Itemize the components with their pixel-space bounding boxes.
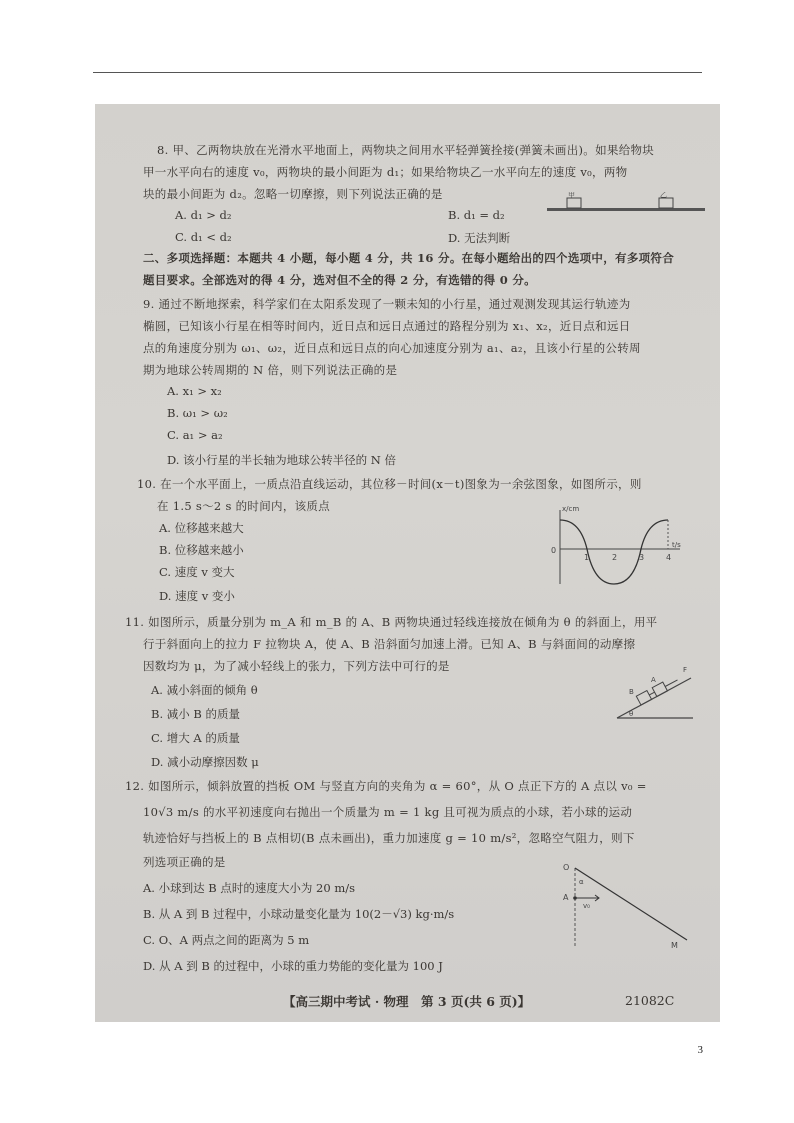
q11-option-d: D. 减小动摩擦因数 μ — [151, 755, 259, 769]
q10-option-c: C. 速度 v 变大 — [159, 565, 235, 579]
q12-board-figure — [557, 856, 697, 952]
q8-option-a: A. d₁ > d₂ — [175, 208, 232, 222]
q8-line-2: 甲一水平向右的速度 v₀，两物块的最小间距为 d₁；如果给物块乙一水平向左的速度 v₀，两物 — [143, 165, 628, 179]
q11-line-3: 因数均为 μ，为了减小轻线上的张力，下列方法中可行的是 — [143, 659, 450, 673]
q9-option-d: D. 该小行星的半长轴为地球公转半径的 N 倍 — [167, 453, 396, 467]
q9-option-a: A. x₁ > x₂ — [167, 384, 222, 398]
q11-line-1: 11. 如图所示，质量分别为 m_A 和 m_B 的 A、B 两物块通过轻线连接放在倾角为 θ 的斜面上，用平 — [125, 615, 658, 629]
q10-tick-2: 2 — [612, 553, 618, 562]
section2-line-2: 题目要求。全部选对的得 4 分，选对但不全的得 2 分，有选错的得 0 分。 — [143, 273, 536, 287]
section2-line-1: 二、多项选择题：本题共 4 小题，每小题 4 分，共 16 分。在每小题给出的四个选项中，有多项符合 — [143, 251, 675, 265]
q11-option-a: A. 减小斜面的倾角 θ — [151, 683, 258, 697]
q12-option-d: D. 从 A 到 B 的过程中，小球的重力势能的变化量为 100 J — [143, 959, 443, 973]
q10-tick-3: 3 — [639, 553, 645, 562]
q8-line-1: 8. 甲、乙两物块放在光滑水平地面上，两物块之间用水平轻弹簧拴接(弹簧未画出)。如果给物块 — [157, 143, 655, 157]
q12-label-a: A — [563, 893, 569, 902]
q12-option-c: C. O、A 两点之间的距离为 5 m — [143, 933, 310, 947]
q10-origin-label: 0 — [551, 546, 557, 555]
q12-label-m: M — [671, 941, 678, 950]
q11-line-2: 行于斜面向上的拉力 F 拉物块 A，使 A、B 沿斜面匀加速上滑。已知 A、B 与斜面间的动摩擦 — [143, 637, 636, 651]
header-rule — [93, 72, 702, 73]
q11-incline-figure — [613, 662, 713, 722]
q10-y-axis-label: x/cm — [562, 505, 580, 513]
q8-fig-label-jia: 甲 — [568, 192, 575, 199]
q11-option-c: C. 增大 A 的质量 — [151, 731, 240, 745]
q10-option-b: B. 位移越来越小 — [159, 543, 244, 557]
q9-option-c: C. a₁ > a₂ — [167, 428, 223, 442]
q11-label-f: F — [683, 666, 688, 674]
q12-line-1: 12. 如图所示，倾斜放置的挡板 OM 与竖直方向的夹角为 α = 60°，从 O 点正下方的 A 点以 v₀ = — [125, 779, 647, 793]
q11-option-b: B. 减小 B 的质量 — [151, 707, 241, 721]
q12-line-4: 列选项正确的是 — [143, 855, 226, 869]
q9-line-1: 9. 通过不断地探索，科学家们在太阳系发现了一颗未知的小行星，通过观测发现其运行轨迹为 — [143, 297, 631, 311]
q12-label-o: O — [563, 863, 570, 872]
q11-label-b: B — [629, 688, 634, 696]
q12-option-a: A. 小球到达 B 点时的速度大小为 20 m/s — [143, 881, 356, 895]
q12-option-b: B. 从 A 到 B 过程中，小球动量变化量为 10(2－√3) kg·m/s — [143, 907, 455, 921]
q12-line-3: 轨迹恰好与挡板上的 B 点相切(B 点未画出)，重力加速度 g = 10 m/s²，忽略空气阻力，则下 — [143, 831, 635, 845]
q12-line-2: 10√3 m/s 的水平初速度向右抛出一个质量为 m = 1 kg 且可视为质点的小球，若小球的运动 — [143, 805, 633, 819]
q11-label-theta: θ — [629, 710, 634, 718]
q10-tick-1: 1 — [584, 553, 590, 562]
q10-line-2: 在 1.5 s～2 s 的时间内，该质点 — [157, 499, 331, 513]
q9-line-4: 期为地球公转周期的 N 倍，则下列说法正确的是 — [143, 363, 398, 377]
q11-label-a: A — [651, 676, 656, 684]
q9-line-2: 椭圆，已知该小行星在相等时间内，近日点和远日点通过的路程分别为 x₁、x₂，近日点和远日 — [143, 319, 631, 333]
exam-code: 21082C — [625, 993, 675, 1008]
q8-option-c: C. d₁ < d₂ — [175, 230, 232, 244]
q8-line-3: 块的最小间距为 d₂。忽略一切摩擦，则下列说法正确的是 — [143, 187, 443, 201]
q10-option-d: D. 速度 v 变小 — [159, 589, 235, 603]
q8-option-d: D. 无法判断 — [448, 231, 511, 245]
q12-label-alpha: α — [579, 878, 584, 886]
q9-line-3: 点的角速度分别为 ω₁、ω₂，近日点和远日点的向心加速度分别为 a₁、a₂，且该小行星的公转周 — [143, 341, 641, 355]
q10-line-1: 10. 在一个水平面上，一质点沿直线运动，其位移－时间(x－t)图象为一余弦图象，如图所示，则 — [137, 477, 642, 491]
q10-option-a: A. 位移越来越大 — [159, 521, 244, 535]
q10-tick-4: 4 — [666, 553, 672, 562]
q8-blocks-figure — [547, 192, 707, 216]
page-number: 3 — [697, 1044, 703, 1056]
exam-footer: 【高三期中考试 · 物理 第 3 页(共 6 页)】 — [283, 994, 531, 1009]
q12-label-v0: v₀ — [583, 902, 590, 910]
scanned-exam-page — [95, 104, 720, 1022]
q8-fig-label-yi: 乙 — [660, 192, 667, 199]
q9-option-b: B. ω₁ > ω₂ — [167, 406, 228, 420]
q8-option-b: B. d₁ = d₂ — [448, 208, 505, 222]
q10-cosine-graph — [550, 502, 690, 588]
q10-x-axis-label: t/s — [672, 541, 681, 549]
